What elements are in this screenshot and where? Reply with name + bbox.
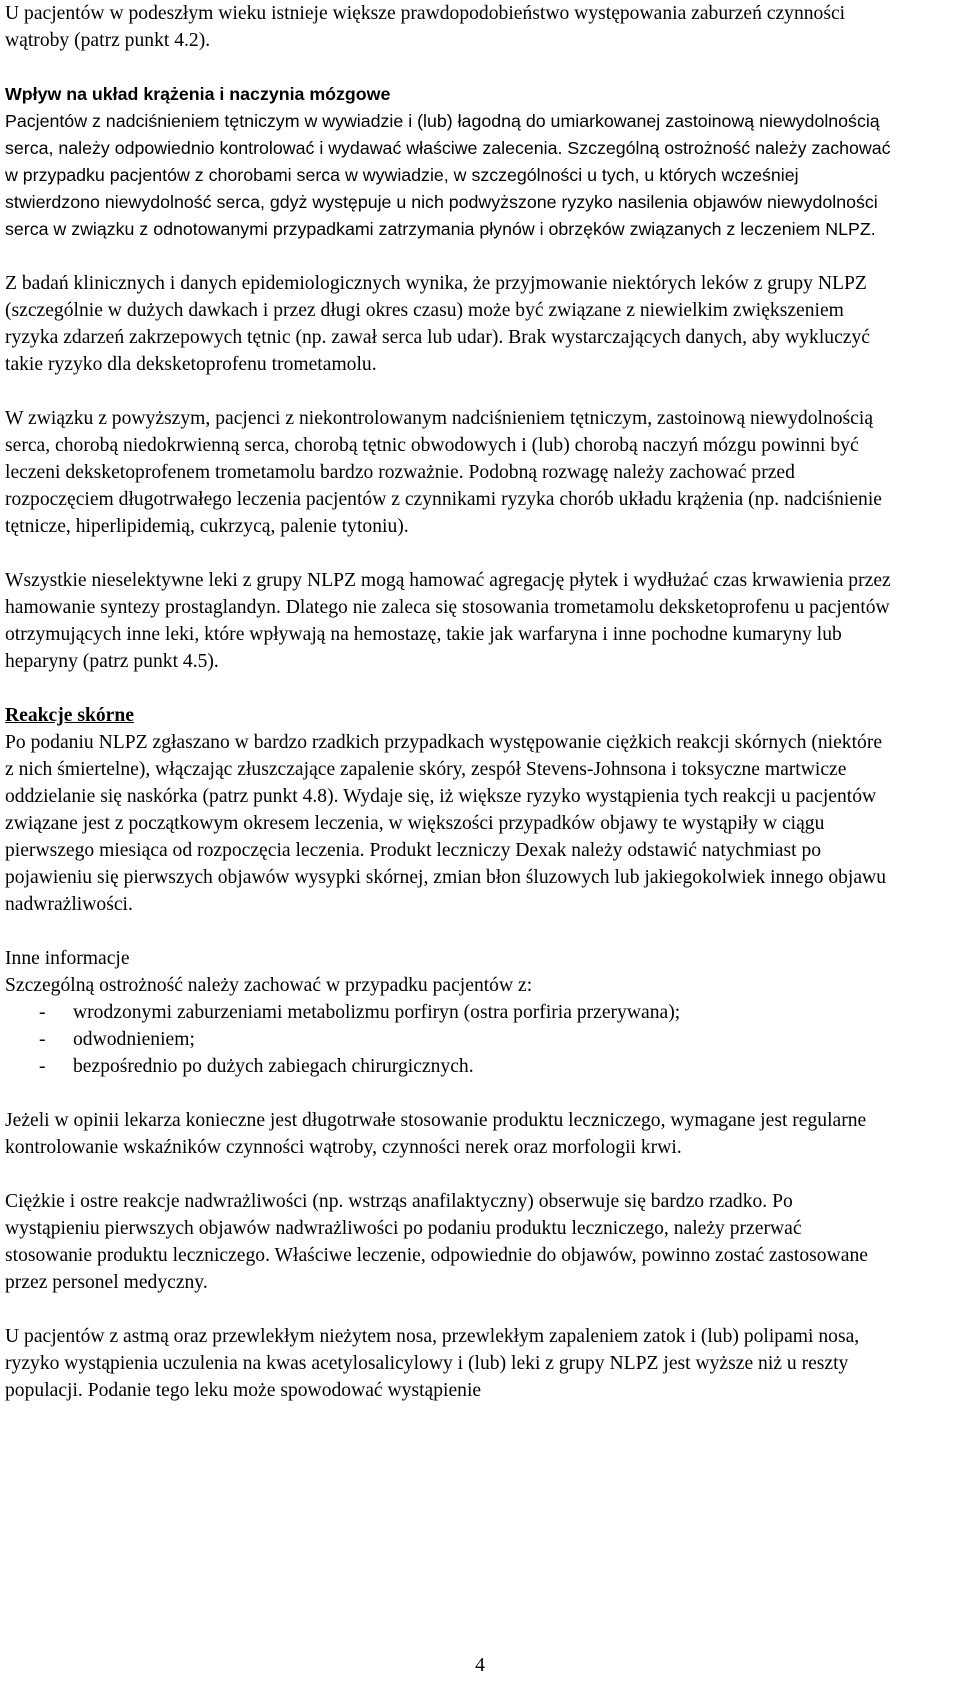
- paragraph-hypersensitivity: Ciężkie i ostre reakcje nadwrażliwości (np. wstrząs anafilaktyczny) obserwuje się bardzo rzadko. Po wystąpieniu pierwszych objawów nadwrażliwości po podaniu produktu leczniczego, należy przerwać stosowanie produktu leczniczego. Właściwe leczenie, odpowiednie do objawów, powinno zostać zastosowane przez personel medyczny.: [5, 1191, 868, 1293]
- heading-cardiovascular: Wpływ na układ krążenia i naczynia mózgowe: [5, 84, 391, 104]
- paragraph-skin-reactions: Po podaniu NLPZ zgłaszano w bardzo rzadkich przypadkach występowanie ciężkich reakcji skórnych (niektóre z nich śmiertelne), włączając złuszczające zapalenie skóry, zespół Stevens-Johnsona i toksyczne martwicze oddzielanie się naskórka (patrz punkt 4.8). Wydaje się, iż większe ryzyko wystąpienia tych reakcji u pacjentów związane jest z początkowym okresem leczenia, w większości przypadków objawy te wystąpiły w ciągu pierwszego miesiąca od rozpoczęcia leczenia. Produkt leczniczy Dexak należy odstawić natychmiast po pojawieniu się pierwszych objawów wysypki skórnej, zmian błon śluzowych lub jakiegokolwiek innego objawu nadwrażliwości.: [5, 732, 887, 915]
- page-number: 4: [475, 1655, 485, 1676]
- paragraph-cardiovascular-part2: Szczególną ostrożność należy zachować w przypadku pacjentów z chorobami serca w wywiadzie, w szczególności u tych, u których wcześniej stwierdzono niewydolność serca, gdyż występuje u nich podwyższone ryzyko nasilenia objawów niewydolności serca w związku z odnotowanymi przypadkami zatrzymania płynów i obrzęków związanych z leczeniem NLPZ.: [5, 138, 891, 239]
- paragraph-other-intro: Szczególną ostrożność należy zachować w przypadku pacjentów z:: [5, 975, 533, 996]
- section-cardiovascular: [5, 81, 892, 243]
- list-item: [5, 1053, 892, 1080]
- list-item-text: bezpośrednio po dużych zabiegach chirurgicznych.: [73, 1056, 474, 1077]
- list-item-text: odwodnieniem;: [73, 1029, 195, 1050]
- list-item-text: wrodzonymi zaburzeniami metabolizmu porfiryn (ostra porfiria przerywana);: [73, 1002, 681, 1023]
- list-item: [5, 999, 892, 1026]
- section-skin-reactions: [5, 702, 892, 918]
- paragraph-cardiac-caution: W związku z powyższym, pacjenci z niekontrolowanym nadciśnieniem tętniczym, zastoinową niewydolnością serca, chorobą niedokrwienną serca, chorobą tętnic obwodowych i (lub) chorobą naczyń mózgu powinni być leczeni deksketoprofenem trometamolu bardzo rozważnie. Podobną rozwagę należy zachować przed rozpoczęciem długotrwałego leczenia pacjentów z czynnikami ryzyka chorób układu krążenia (np. nadciśnienie tętnicze, hiperlipidemią, cukrzycą, palenie tytoniu).: [5, 408, 882, 537]
- dash-marker: -: [39, 1002, 46, 1023]
- paragraph-platelet: Wszystkie nieselektywne leki z grupy NLPZ mogą hamować agregację płytek i wydłużać czas krwawienia przez hamowanie syntezy prostaglandyn. Dlatego nie zaleca się stosowania trometamolu deksketoprofenu u pacjentów otrzymujących inne leki, które wpływają na hemostazę, takie jak warfaryna i inne pochodne kumaryny lub heparyny (patrz punkt 4.5).: [5, 570, 891, 672]
- paragraph-thrombotic-risk: Z badań klinicznych i danych epidemiologicznych wynika, że przyjmowanie niektórych leków z grupy NLPZ (szczególnie w dużych dawkach i przez długi okres czasu) może być związane z niewielkim zwiększeniem ryzyka zdarzeń zakrzepowych tętnic (np. zawał serca lub udar). Brak wystarczających danych, aby wykluczyć takie ryzyko dla deksketoprofenu trometamolu.: [5, 273, 870, 375]
- heading-other-information: Inne informacje: [5, 948, 130, 969]
- caution-list: [5, 999, 892, 1080]
- paragraph-cardiovascular: [5, 108, 892, 243]
- paragraph-cardiovascular-part1: Pacjentów z nadciśnieniem tętniczym w wywiadzie i (lub) łagodną do umiarkowanej zastoinową niewydolnością serca, należy odpowiednio kontrolować i wydawać właściwe zalecenia.: [5, 111, 880, 158]
- paragraph-monitoring: Jeżeli w opinii lekarza konieczne jest długotrwałe stosowanie produktu leczniczego, wymagane jest regularne kontrolowanie wskaźników czynności wątroby, czynności nerek oraz morfologii krwi.: [5, 1110, 867, 1158]
- heading-skin-reactions: Reakcje skórne: [5, 705, 134, 726]
- list-item: [5, 1026, 892, 1053]
- paragraph-elderly: U pacjentów w podeszłym wieku istnieje większe prawdopodobieństwo występowania zaburzeń czynności wątroby (patrz punkt 4.2).: [5, 3, 846, 51]
- section-other-information: [5, 945, 892, 1080]
- dash-marker: -: [39, 1029, 46, 1050]
- dash-marker: -: [39, 1056, 46, 1077]
- paragraph-asthma: U pacjentów z astmą oraz przewlekłym nieżytem nosa, przewlekłym zapaleniem zatok i (lub) polipami nosa, ryzyko wystąpienia uczulenia na kwas acetylosalicylowy i (lub) leki z grupy NLPZ jest wyższe niż u reszty populacji. Podanie tego leku może spowodować wystąpienie: [5, 1326, 860, 1401]
